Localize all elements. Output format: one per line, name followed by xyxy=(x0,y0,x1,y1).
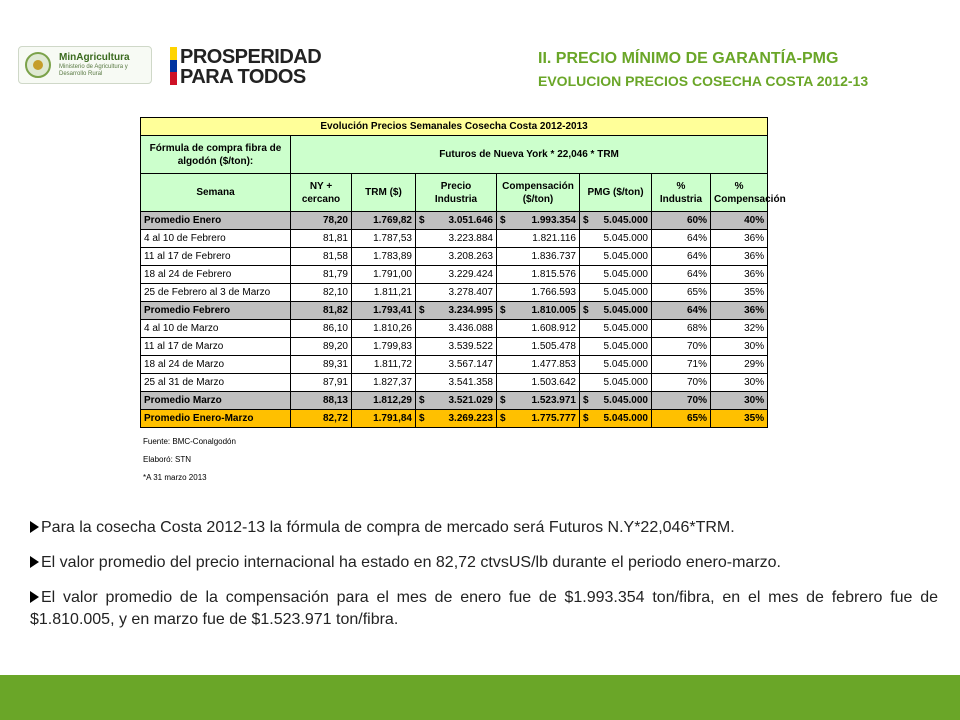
cell-pmg: 5.045.000 xyxy=(580,230,652,248)
table-row xyxy=(141,230,768,248)
column-header: % Industria xyxy=(652,174,711,212)
bullet-item xyxy=(30,587,938,631)
cell-ny: 81,79 xyxy=(291,266,352,284)
cell-ny: 87,91 xyxy=(291,374,352,392)
colombia-seal-icon xyxy=(25,52,51,78)
cell-pcomp: 36% xyxy=(711,302,768,320)
cell-semana: 11 al 17 de Febrero xyxy=(141,248,291,266)
table-row xyxy=(141,302,768,320)
prosperidad-line1: PROSPERIDAD xyxy=(180,46,322,68)
bullet-text: El valor promedio de la compensación para el mes de enero fue de $1.993.354 ton/fibra, en el mes de febrero fue de $1.810.005, y en marzo fue de $1.523.971 ton/fibra. xyxy=(30,589,938,628)
cell-pmg: 5.045.000 xyxy=(580,374,652,392)
currency-symbol: $ xyxy=(419,413,425,424)
cell-ny: 81,82 xyxy=(291,302,352,320)
column-header: Compensación ($/ton) xyxy=(497,174,580,212)
cell-value: 5.045.000 xyxy=(603,215,648,226)
cell-pind: 65% xyxy=(652,410,711,428)
currency-symbol: $ xyxy=(419,395,425,406)
column-header: PMG ($/ton) xyxy=(580,174,652,212)
cell-precio: 3.541.358 xyxy=(416,374,497,392)
table-row xyxy=(141,248,768,266)
column-header: NY + cercano xyxy=(291,174,352,212)
cell-comp: 1.836.737 xyxy=(497,248,580,266)
cell-value: 3.051.646 xyxy=(448,215,493,226)
cell-comp: 1.608.912 xyxy=(497,320,580,338)
prosperidad-line2: PARA TODOS xyxy=(180,66,306,88)
minagricultura-logo xyxy=(18,46,152,84)
cell-trm: 1.769,82 xyxy=(352,212,416,230)
cell-comp xyxy=(497,212,580,230)
cell-ny: 88,13 xyxy=(291,392,352,410)
cell-value: 1.810.005 xyxy=(531,305,576,316)
date-note: *A 31 marzo 2013 xyxy=(143,473,207,482)
cell-value: 1.993.354 xyxy=(531,215,576,226)
cell-trm: 1.811,21 xyxy=(352,284,416,302)
price-evolution-table xyxy=(140,117,786,428)
cell-precio: 3.223.884 xyxy=(416,230,497,248)
currency-symbol: $ xyxy=(419,305,425,316)
cell-comp: 1.505.478 xyxy=(497,338,580,356)
cell-pcomp: 30% xyxy=(711,374,768,392)
currency-symbol: $ xyxy=(583,395,589,406)
cell-ny: 82,72 xyxy=(291,410,352,428)
currency-symbol: $ xyxy=(500,413,506,424)
cell-precio: 3.567.147 xyxy=(416,356,497,374)
source-note: Fuente: BMC-Conalgodón xyxy=(143,437,236,446)
cell-precio: 3.539.522 xyxy=(416,338,497,356)
table-title: Evolución Precios Semanales Cosecha Costa 2012-2013 xyxy=(141,118,768,136)
logo-name: MinAgricultura xyxy=(59,52,130,63)
cell-ny: 78,20 xyxy=(291,212,352,230)
cell-pmg: 5.045.000 xyxy=(580,356,652,374)
bullet-item xyxy=(30,552,938,574)
cell-semana: 4 al 10 de Marzo xyxy=(141,320,291,338)
cell-trm: 1.812,29 xyxy=(352,392,416,410)
column-header: % Compensación xyxy=(711,174,768,212)
table-row xyxy=(141,392,768,410)
cell-precio: 3.436.088 xyxy=(416,320,497,338)
cell-comp: 1.477.853 xyxy=(497,356,580,374)
cell-ny: 81,58 xyxy=(291,248,352,266)
cell-pmg xyxy=(580,212,652,230)
cell-pind: 68% xyxy=(652,320,711,338)
table-row xyxy=(141,212,768,230)
column-header: Semana xyxy=(141,174,291,212)
cell-pcomp: 36% xyxy=(711,230,768,248)
bullet-item xyxy=(30,517,938,539)
prosperidad-logo xyxy=(170,45,322,88)
arrow-bullet-icon xyxy=(30,521,39,533)
cell-semana: Promedio Febrero xyxy=(141,302,291,320)
cell-pind: 64% xyxy=(652,248,711,266)
currency-symbol: $ xyxy=(419,215,425,226)
colombia-flag-icon xyxy=(170,47,177,85)
currency-symbol: $ xyxy=(583,215,589,226)
cell-pmg xyxy=(580,302,652,320)
cell-value: 1.775.777 xyxy=(531,413,576,424)
footer-bar xyxy=(0,675,960,720)
cell-pmg xyxy=(580,410,652,428)
cell-comp: 1.503.642 xyxy=(497,374,580,392)
cell-trm: 1.783,89 xyxy=(352,248,416,266)
cell-trm: 1.810,26 xyxy=(352,320,416,338)
cell-pcomp: 35% xyxy=(711,410,768,428)
cell-pind: 71% xyxy=(652,356,711,374)
bullet-list xyxy=(30,517,938,644)
cell-comp: 1.766.593 xyxy=(497,284,580,302)
cell-pcomp: 30% xyxy=(711,338,768,356)
cell-trm: 1.791,84 xyxy=(352,410,416,428)
cell-pind: 60% xyxy=(652,212,711,230)
cell-trm: 1.827,37 xyxy=(352,374,416,392)
cell-semana: 25 de Febrero al 3 de Marzo xyxy=(141,284,291,302)
table-row xyxy=(141,320,768,338)
cell-value: 5.045.000 xyxy=(603,395,648,406)
author-note: Elaboró: STN xyxy=(143,455,192,464)
cell-pind: 64% xyxy=(652,302,711,320)
cell-semana: 25 al 31 de Marzo xyxy=(141,374,291,392)
formula-value: Futuros de Nueva York * 22,046 * TRM xyxy=(291,136,768,174)
cell-value: 5.045.000 xyxy=(603,305,648,316)
currency-symbol: $ xyxy=(500,305,506,316)
cell-comp xyxy=(497,410,580,428)
cell-ny: 86,10 xyxy=(291,320,352,338)
cell-ny: 89,20 xyxy=(291,338,352,356)
cell-value: 1.523.971 xyxy=(531,395,576,406)
cell-pind: 70% xyxy=(652,392,711,410)
cell-trm: 1.787,53 xyxy=(352,230,416,248)
currency-symbol: $ xyxy=(500,395,506,406)
cell-pind: 64% xyxy=(652,266,711,284)
cell-trm: 1.811,72 xyxy=(352,356,416,374)
currency-symbol: $ xyxy=(583,413,589,424)
cell-precio: 3.229.424 xyxy=(416,266,497,284)
cell-value: 3.521.029 xyxy=(448,395,493,406)
cell-semana: Promedio Enero xyxy=(141,212,291,230)
cell-pmg xyxy=(580,392,652,410)
cell-pcomp: 36% xyxy=(711,266,768,284)
arrow-bullet-icon xyxy=(30,556,39,568)
cell-comp: 1.821.116 xyxy=(497,230,580,248)
cell-precio: 3.278.407 xyxy=(416,284,497,302)
cell-pmg: 5.045.000 xyxy=(580,266,652,284)
arrow-bullet-icon xyxy=(30,591,39,603)
cell-precio xyxy=(416,410,497,428)
column-header: Precio Industria xyxy=(416,174,497,212)
cell-semana: 18 al 24 de Febrero xyxy=(141,266,291,284)
cell-pcomp: 30% xyxy=(711,392,768,410)
table-row xyxy=(141,284,768,302)
logo-subtitle: Ministerio de Agricultura y Desarrollo Rural xyxy=(59,64,128,77)
cell-semana: 11 al 17 de Marzo xyxy=(141,338,291,356)
bullet-text: Para la cosecha Costa 2012-13 la fórmula de compra de mercado será Futuros N.Y*22,046*TRM. xyxy=(41,519,735,536)
cell-pind: 64% xyxy=(652,230,711,248)
cell-pind: 70% xyxy=(652,374,711,392)
cell-ny: 89,31 xyxy=(291,356,352,374)
cell-precio xyxy=(416,392,497,410)
cell-value: 3.269.223 xyxy=(448,413,493,424)
cell-trm: 1.791,00 xyxy=(352,266,416,284)
cell-value: 3.234.995 xyxy=(448,305,493,316)
cell-pind: 65% xyxy=(652,284,711,302)
table-row xyxy=(141,266,768,284)
table-row xyxy=(141,338,768,356)
cell-semana: Promedio Enero-Marzo xyxy=(141,410,291,428)
page-title: II. PRECIO MÍNIMO DE GARANTÍA-PMG xyxy=(538,50,839,67)
cell-semana: Promedio Marzo xyxy=(141,392,291,410)
cell-pcomp: 36% xyxy=(711,248,768,266)
cell-pmg: 5.045.000 xyxy=(580,284,652,302)
cell-trm: 1.799,83 xyxy=(352,338,416,356)
cell-pcomp: 35% xyxy=(711,284,768,302)
cell-comp: 1.815.576 xyxy=(497,266,580,284)
cell-pmg: 5.045.000 xyxy=(580,338,652,356)
cell-pind: 70% xyxy=(652,338,711,356)
cell-semana: 4 al 10 de Febrero xyxy=(141,230,291,248)
cell-value: 5.045.000 xyxy=(603,413,648,424)
cell-precio xyxy=(416,212,497,230)
cell-precio: 3.208.263 xyxy=(416,248,497,266)
currency-symbol: $ xyxy=(500,215,506,226)
cell-pcomp: 32% xyxy=(711,320,768,338)
column-header: TRM ($) xyxy=(352,174,416,212)
currency-symbol: $ xyxy=(583,305,589,316)
cell-comp xyxy=(497,392,580,410)
cell-pmg: 5.045.000 xyxy=(580,248,652,266)
table-row xyxy=(141,410,768,428)
cell-precio xyxy=(416,302,497,320)
cell-pmg: 5.045.000 xyxy=(580,320,652,338)
bullet-text: El valor promedio del precio internacional ha estado en 82,72 ctvsUS/lb durante el periodo enero-marzo. xyxy=(41,554,781,571)
page-subtitle: EVOLUCION PRECIOS COSECHA COSTA 2012-13 xyxy=(538,73,869,89)
formula-label: Fórmula de compra fibra de algodón ($/ton): xyxy=(141,136,291,174)
cell-trm: 1.793,41 xyxy=(352,302,416,320)
table-row xyxy=(141,356,768,374)
cell-semana: 18 al 24 de Marzo xyxy=(141,356,291,374)
cell-comp xyxy=(497,302,580,320)
cell-ny: 81,81 xyxy=(291,230,352,248)
cell-ny: 82,10 xyxy=(291,284,352,302)
cell-pcomp: 29% xyxy=(711,356,768,374)
table-row xyxy=(141,374,768,392)
cell-pcomp: 40% xyxy=(711,212,768,230)
